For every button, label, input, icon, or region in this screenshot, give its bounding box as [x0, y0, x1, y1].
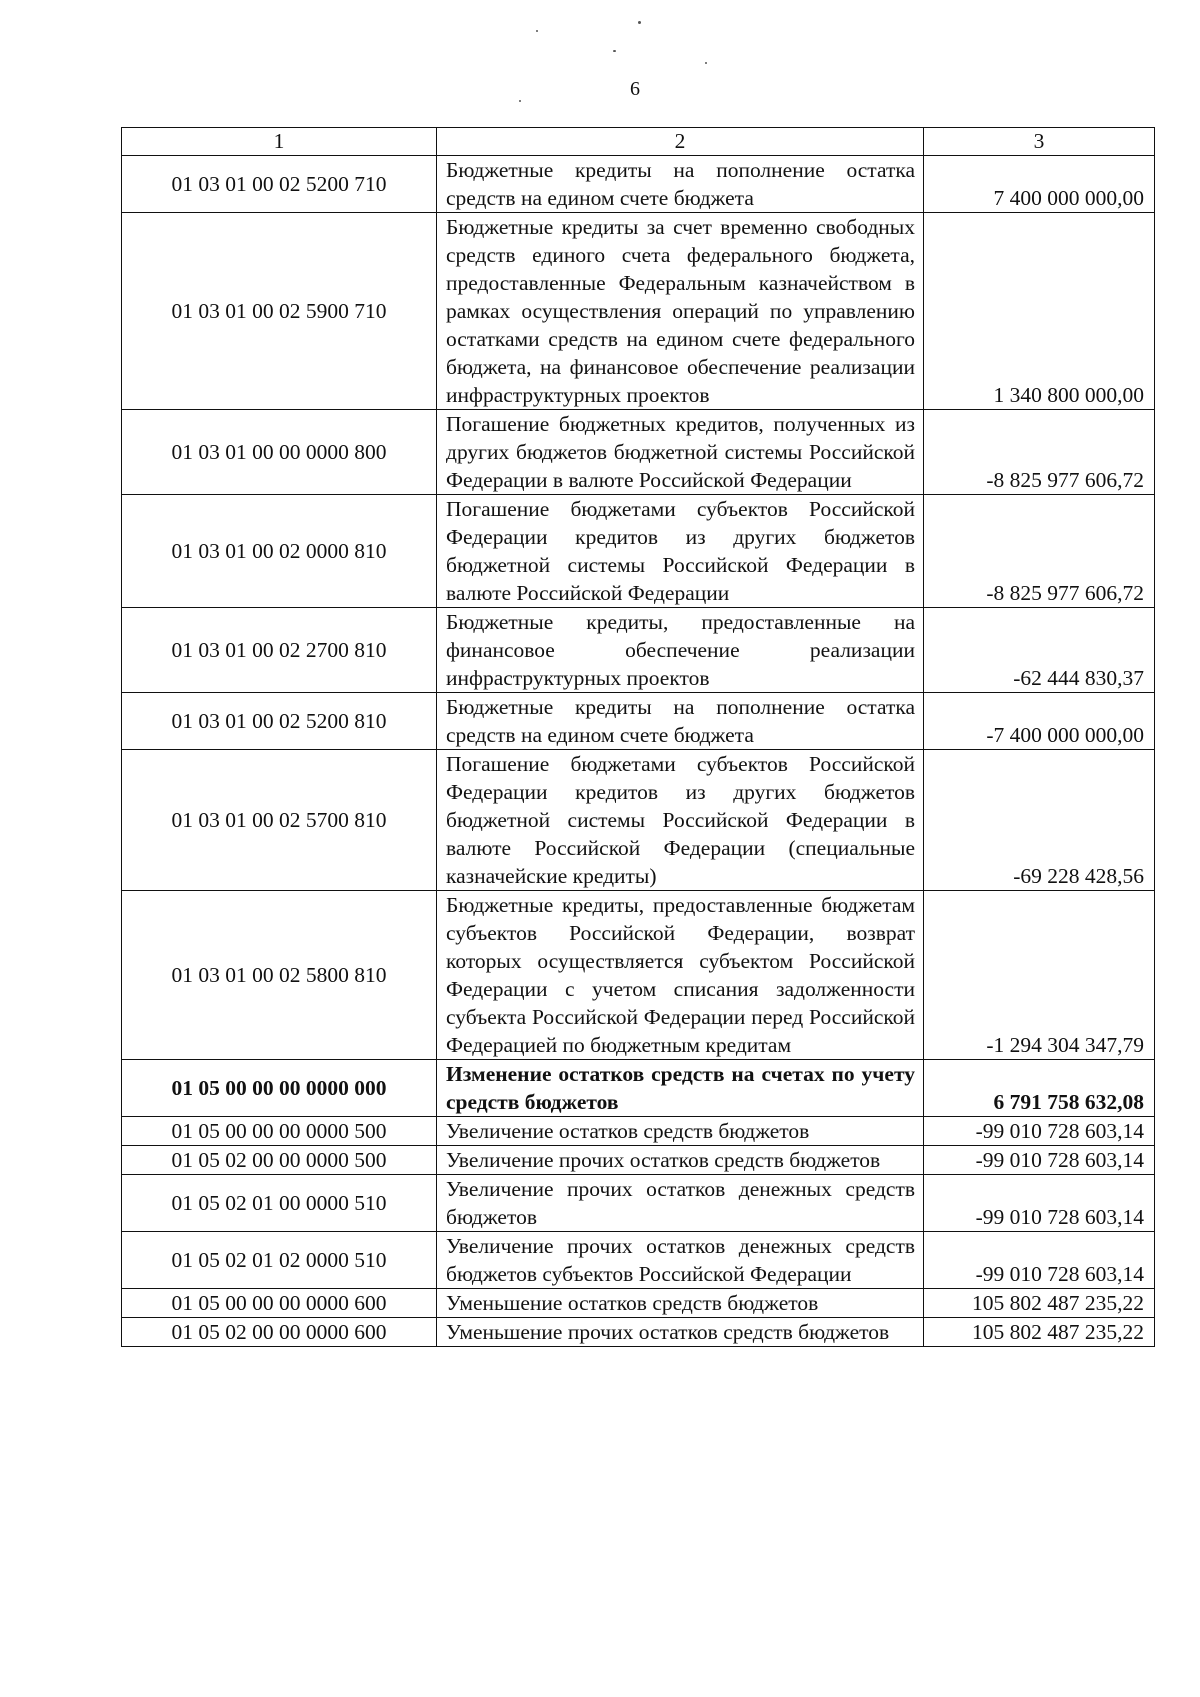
- description-cell: Бюджетные кредиты за счет временно свободных средств единого счета федерального бюджета, предоставленные Федеральным казначейством в рамках осуществления операций по управлению остатками средств на едином счете федерального бюджета, на финансовое обеспечение реализации инфраструктурных проектов: [437, 213, 924, 410]
- amount-cell: -99 010 728 603,14: [924, 1117, 1155, 1146]
- table-row: [122, 1146, 1155, 1175]
- description-cell: Уменьшение прочих остатков средств бюджетов: [437, 1318, 924, 1347]
- budget-code-cell: 01 03 01 00 02 5800 810: [122, 891, 437, 1060]
- amount-cell: 7 400 000 000,00: [924, 156, 1155, 213]
- description-cell: Бюджетные кредиты, предоставленные на финансовое обеспечение реализации инфраструктурных проектов: [437, 608, 924, 693]
- amount-cell: -99 010 728 603,14: [924, 1146, 1155, 1175]
- description-cell: Погашение бюджетами субъектов Российской Федерации кредитов из других бюджетов бюджетной системы Российской Федерации в валюте Российской Федерации: [437, 495, 924, 608]
- budget-code-cell: 01 05 00 00 00 0000 500: [122, 1117, 437, 1146]
- budget-code-cell: 01 05 02 01 02 0000 510: [122, 1232, 437, 1289]
- table-row: [122, 1175, 1155, 1232]
- budget-code-cell: 01 03 01 00 02 2700 810: [122, 608, 437, 693]
- budget-code-cell: 01 03 01 00 02 5200 810: [122, 693, 437, 750]
- page-number: 6: [630, 78, 640, 100]
- budget-code-cell: 01 05 00 00 00 0000 600: [122, 1289, 437, 1318]
- budget-code-cell: 01 03 01 00 02 0000 810: [122, 495, 437, 608]
- column-header-description: 2: [437, 128, 924, 156]
- scan-speck: [536, 30, 538, 32]
- column-header-code: 1: [122, 128, 437, 156]
- scan-speck: [705, 62, 707, 64]
- amount-cell: 1 340 800 000,00: [924, 213, 1155, 410]
- amount-cell: -62 444 830,37: [924, 608, 1155, 693]
- table-row: [122, 1289, 1155, 1318]
- table-row: [122, 1318, 1155, 1347]
- amount-cell: -8 825 977 606,72: [924, 495, 1155, 608]
- table-body: [122, 156, 1155, 1347]
- budget-code-cell: 01 05 02 01 00 0000 510: [122, 1175, 437, 1232]
- amount-cell: -8 825 977 606,72: [924, 410, 1155, 495]
- table-row: [122, 213, 1155, 410]
- amount-cell: -99 010 728 603,14: [924, 1232, 1155, 1289]
- description-cell: Увеличение прочих остатков денежных средств бюджетов: [437, 1175, 924, 1232]
- table-header-row: [122, 128, 1155, 156]
- table-row: [122, 608, 1155, 693]
- amount-cell: -69 228 428,56: [924, 750, 1155, 891]
- budget-sources-table: [121, 127, 1155, 1347]
- budget-code-cell: 01 03 01 00 00 0000 800: [122, 410, 437, 495]
- amount-cell: 6 791 758 632,08: [924, 1060, 1155, 1117]
- amount-cell: -7 400 000 000,00: [924, 693, 1155, 750]
- amount-cell: -99 010 728 603,14: [924, 1175, 1155, 1232]
- amount-cell: -1 294 304 347,79: [924, 891, 1155, 1060]
- description-cell: Погашение бюджетных кредитов, полученных из других бюджетов бюджетной системы Российской Федерации в валюте Российской Федерации: [437, 410, 924, 495]
- table-row: [122, 1232, 1155, 1289]
- description-cell: Бюджетные кредиты на пополнение остатка средств на едином счете бюджета: [437, 693, 924, 750]
- table-row: [122, 750, 1155, 891]
- budget-code-cell: 01 03 01 00 02 5900 710: [122, 213, 437, 410]
- table-row: [122, 495, 1155, 608]
- scan-speck: [638, 21, 641, 24]
- description-cell: Бюджетные кредиты на пополнение остатка средств на едином счете бюджета: [437, 156, 924, 213]
- table-row: [122, 410, 1155, 495]
- table-row: [122, 1117, 1155, 1146]
- budget-code-cell: 01 05 00 00 00 0000 000: [122, 1060, 437, 1117]
- table-row: [122, 693, 1155, 750]
- amount-cell: 105 802 487 235,22: [924, 1289, 1155, 1318]
- budget-code-cell: 01 03 01 00 02 5700 810: [122, 750, 437, 891]
- description-cell: Бюджетные кредиты, предоставленные бюджетам субъектов Российской Федерации, возврат которых осуществляется субъектом Российской Федерации с учетом списания задолженности субъекта Российской Федерации перед Российской Федерацией по бюджетным кредитам: [437, 891, 924, 1060]
- budget-code-cell: 01 05 02 00 00 0000 600: [122, 1318, 437, 1347]
- table-row: [122, 891, 1155, 1060]
- description-cell: Увеличение остатков средств бюджетов: [437, 1117, 924, 1146]
- description-cell: Увеличение прочих остатков средств бюджетов: [437, 1146, 924, 1175]
- description-cell: Изменение остатков средств на счетах по учету средств бюджетов: [437, 1060, 924, 1117]
- column-header-amount: 3: [924, 128, 1155, 156]
- scan-speck: [613, 50, 616, 52]
- budget-code-cell: 01 05 02 00 00 0000 500: [122, 1146, 437, 1175]
- description-cell: Уменьшение остатков средств бюджетов: [437, 1289, 924, 1318]
- description-cell: Погашение бюджетами субъектов Российской Федерации кредитов из других бюджетов бюджетной системы Российской Федерации в валюте Российской Федерации (специальные казначейские кредиты): [437, 750, 924, 891]
- description-cell: Увеличение прочих остатков денежных средств бюджетов субъектов Российской Федерации: [437, 1232, 924, 1289]
- table-row: [122, 156, 1155, 213]
- amount-cell: 105 802 487 235,22: [924, 1318, 1155, 1347]
- budget-code-cell: 01 03 01 00 02 5200 710: [122, 156, 437, 213]
- table-row: [122, 1060, 1155, 1117]
